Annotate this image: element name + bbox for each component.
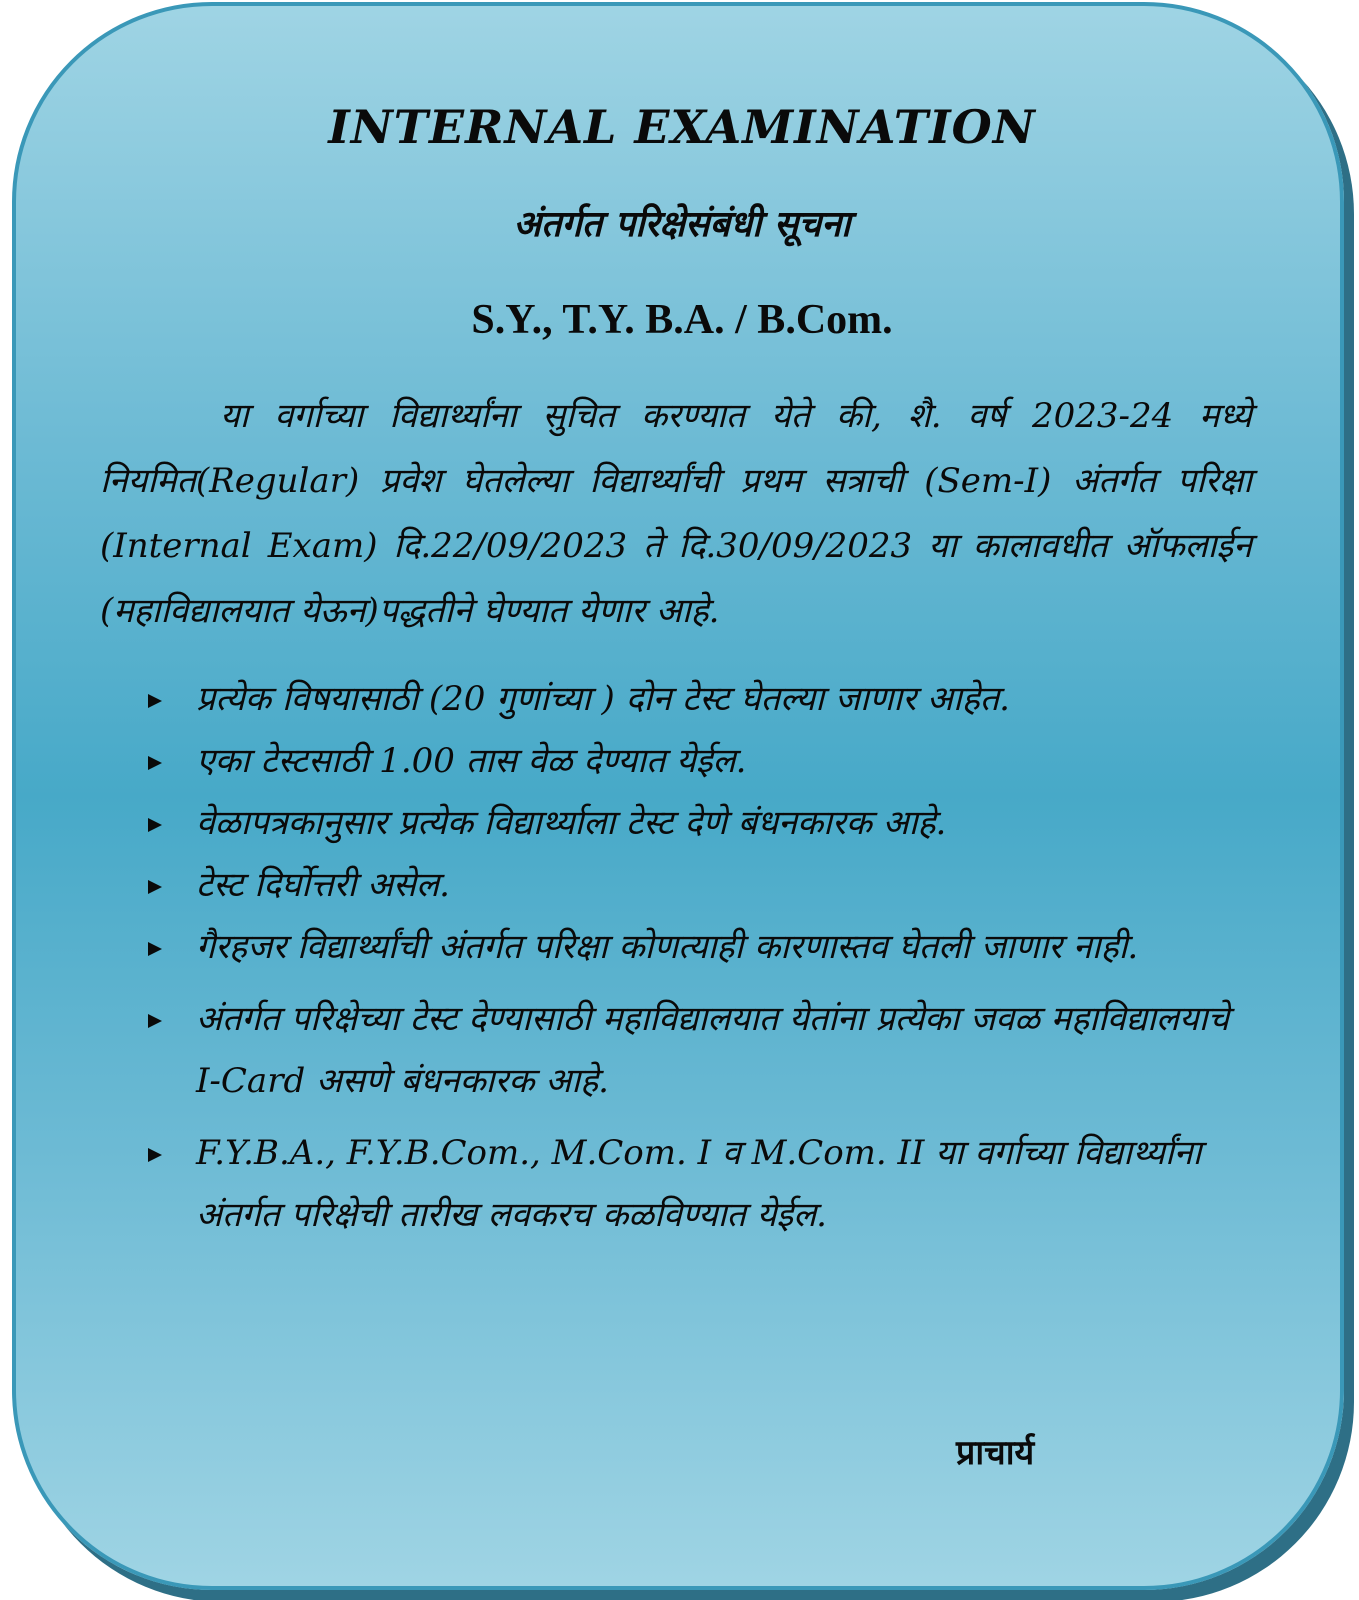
list-item-text: प्रत्येक विषयासाठी (20 गुणांच्या ) दोन टेस्ट घेतल्या जाणार आहेत. bbox=[196, 679, 1010, 719]
list-item bbox=[140, 988, 1240, 1112]
list-item bbox=[140, 916, 1240, 978]
list-item-text: एका टेस्टसाठी 1.00 तास वेळ देण्यात येईल. bbox=[196, 741, 747, 781]
arrow-bullet-icon bbox=[148, 942, 162, 956]
arrow-bullet-icon bbox=[148, 694, 162, 708]
class-line: S.Y., T.Y. B.A. / B.Com. bbox=[471, 297, 893, 343]
list-item bbox=[140, 792, 1240, 854]
list-item bbox=[140, 854, 1240, 916]
arrow-bullet-icon bbox=[148, 880, 162, 894]
list-item-text: F.Y.B.A., F.Y.B.Com., M.Com. I व M.Com. II या वर्गाच्या विद्यार्थ्यांना अंतर्गत परिक्षेची तारीख लवकरच कळविण्यात येईल. bbox=[196, 1133, 1202, 1235]
notice-subtitle: अंतर्गत परिक्षेसंबंधी सूचना bbox=[513, 204, 851, 245]
instructions-list bbox=[140, 668, 1240, 1246]
list-item bbox=[140, 668, 1240, 730]
list-item-text: गैरहजर विद्यार्थ्यांची अंतर्गत परिक्षा कोणत्याही कारणास्तव घेतली जाणार नाही. bbox=[196, 927, 1139, 967]
arrow-bullet-icon bbox=[148, 818, 162, 832]
notice-card bbox=[12, 2, 1344, 1590]
list-item-text: वेळापत्रकानुसार प्रत्येक विद्यार्थ्याला टेस्ट देणे बंधनकारक आहे. bbox=[196, 803, 947, 843]
intro-paragraph: या वर्गाच्या विद्यार्थ्यांना सुचित करण्यात येते की, शै. वर्ष 2023-24 मध्ये नियमित(Regular) प्रवेश घेतलेल्या विद्यार्थ्यांची प्रथम सत्राची (Sem-I) अंतर्गत परिक्षा (Internal Exam) दि.22/09/2023 ते दि.30/09/2023 या कालावधीत ऑफलाईन (महाविद्यालयात येऊन)पद्धतीने घेण्यात येणार आहे. bbox=[100, 396, 1252, 631]
arrow-bullet-icon bbox=[148, 1148, 162, 1162]
notice-title: INTERNAL EXAMINATION bbox=[328, 100, 1036, 154]
arrow-bullet-icon bbox=[148, 756, 162, 770]
list-item-text: टेस्ट दिर्घोत्तरी असेल. bbox=[196, 865, 450, 905]
arrow-bullet-icon bbox=[148, 1014, 162, 1028]
list-item bbox=[140, 1122, 1240, 1246]
list-item bbox=[140, 730, 1240, 792]
list-item-text: अंतर्गत परिक्षेच्या टेस्ट देण्यासाठी महाविद्यालयात येतांना प्रत्येका जवळ महाविद्यालयाचे I-Card असणे बंधनकारक आहे. bbox=[196, 999, 1230, 1101]
principal-signature: प्राचार्य bbox=[956, 1433, 1035, 1473]
